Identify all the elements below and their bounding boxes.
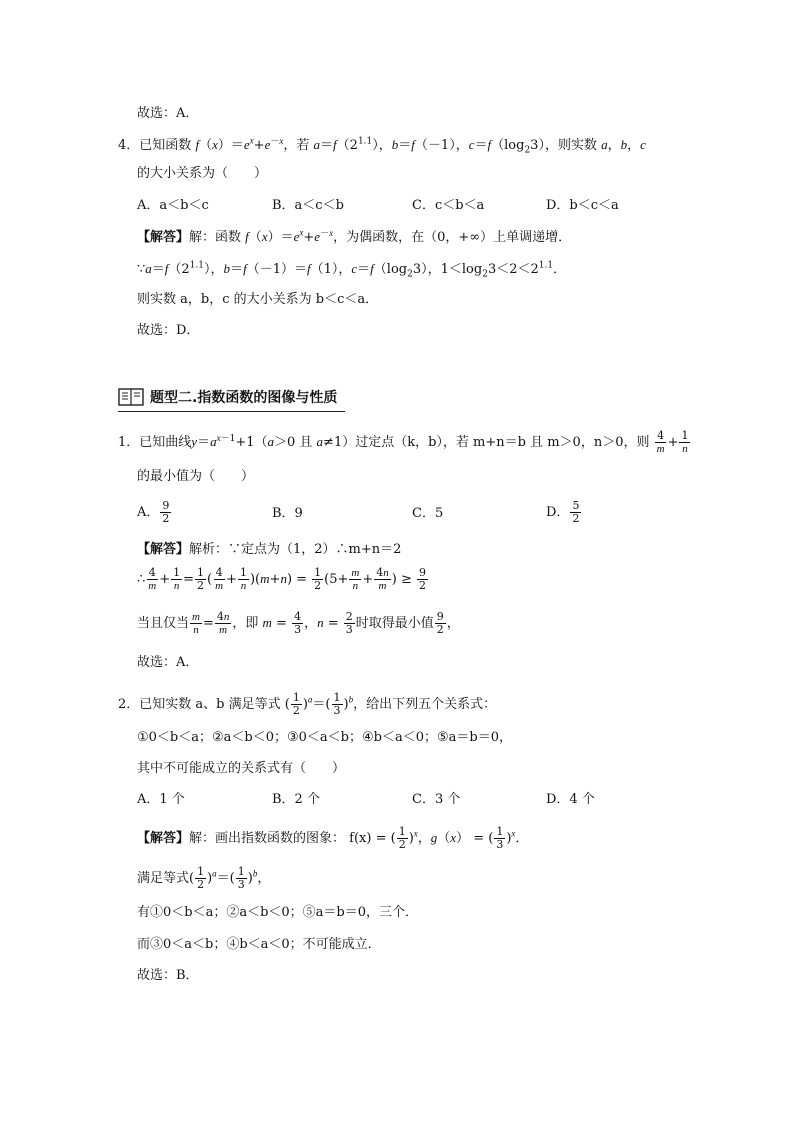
q2-option-c: C．3 个: [412, 792, 461, 807]
q1-answer: 故选：A．: [137, 655, 199, 670]
q2-solution-line1: 【解答】解：画出指数函数的图象： f(x) = ( $\frac{1}{2}$ )$^x$，g（x） = ( $\frac{1}{3}$ )$^x$．: [137, 825, 529, 851]
q1-stem-line1: 1．已知曲线$y=a^{x-1}+1(a>0$ 且 a≠1）过定点（k，b），若 m+n＝b 且 m＞0，n＞0，则 $\frac{4}{m}$ + $\frac{1}{n}$: [118, 429, 689, 455]
q4-option-a: A．a＜b＜c: [137, 198, 209, 213]
q2-option-a: A．1 个: [137, 792, 185, 807]
q1-option-a: A． $\frac{9}{2}$: [137, 499, 170, 525]
q4-option-c: C．c＜b＜a: [412, 198, 485, 213]
q1-option-d: D． $\frac{5}{2}$: [546, 499, 580, 525]
q1-solution-line1: 【解答】解析：∵定点为（1，2）∴m+n＝2: [137, 542, 402, 557]
q4-solution-line2: $\because a=f(2^{1.1})$，b＝f（－1）＝f（1），$c=f(\log_23)$，$1<\log_23<2<2^{1.1}$．: [137, 260, 567, 280]
section-heading: [118, 385, 337, 409]
prev-answer: 故选：A．: [137, 106, 199, 121]
q2-stem-line1: 2．已知实数 a、b 满足等式 ( $\frac{1}{2}$ )$^a$＝( $\frac{1}{3}$ )$^b$，给出下列五个关系式：: [118, 691, 497, 717]
book-icon: [118, 387, 144, 407]
q4-option-b: B．a＜c＜b: [272, 198, 344, 213]
q2-solution-line2: 满足等式( $\frac{1}{2}$ )$^a$＝( $\frac{1}{3}$ )$^b$，: [137, 865, 271, 891]
q2-solution-line3: 有①0＜b＜a；②a＜b＜0；⑤a＝b＝0，三个．: [137, 905, 419, 920]
q4-answer: 故选：D．: [137, 323, 200, 338]
q4-solution-line3: 则实数 a，b，c 的大小关系为 b＜c＜a．: [137, 292, 379, 307]
q2-option-b: B．2 个: [272, 792, 320, 807]
q1-stem-line2: 的最小值为（ ）: [137, 469, 255, 484]
q2-answer: 故选：B．: [137, 968, 199, 983]
q1-solution-line3: 当且仅当 $\frac{m}{n}$ = $\frac{4n}{m}$ ，即 m = $\frac{4}{3}$ ，n = $\frac{2}{3}$ 时取得最小值 $\frac{9}{2}$ ，: [137, 610, 460, 636]
q2-relations: ①0＜b＜a；②a＜b＜0；③0＜a＜b；④b＜a＜0；⑤a＝b＝0，: [137, 730, 512, 745]
q1-option-c: C．5: [412, 506, 444, 521]
q4-solution-line1: 【解答】解：函数 $f(x)=e^x+e^{-x}$，为偶函数，在（0，+∞）上单调递增．: [137, 227, 572, 245]
q4-stem-line2: 的大小关系为（ ）: [137, 166, 268, 181]
q4-option-d: D．b＜c＜a: [546, 198, 619, 213]
q1-option-b: B．9: [272, 506, 303, 521]
section-underline: [118, 411, 345, 412]
q4-stem-line1: 4．已知函数 $f(x)=e^x+e^{-x}$，若 $a=f(2^{1.1})$，b＝f（－1），$c=f(\log_23)$，则实数 a，b，c: [118, 135, 646, 156]
q2-option-d: D．4 个: [546, 792, 595, 807]
q2-stem-line3: 其中不可能成立的关系式有（ ）: [137, 761, 346, 776]
section-title: 题型二.指数函数的图像与性质: [150, 390, 338, 406]
q2-solution-line4: 而③0＜a＜b；④b＜a＜0；不可能成立．: [137, 937, 381, 952]
q1-solution-line2: ∴ $\frac{4}{m}$ + $\frac{1}{n}$ = $\frac{1}{2}$ ( $\frac{4}{m}$ + $\frac{1}{n}$ )(m+n) = $\frac{1}{2}$ (5+ $\frac{m}{n}$ + $\frac{4n}{m}$ ) ≥ $\frac{9}{2}$: [137, 566, 427, 592]
